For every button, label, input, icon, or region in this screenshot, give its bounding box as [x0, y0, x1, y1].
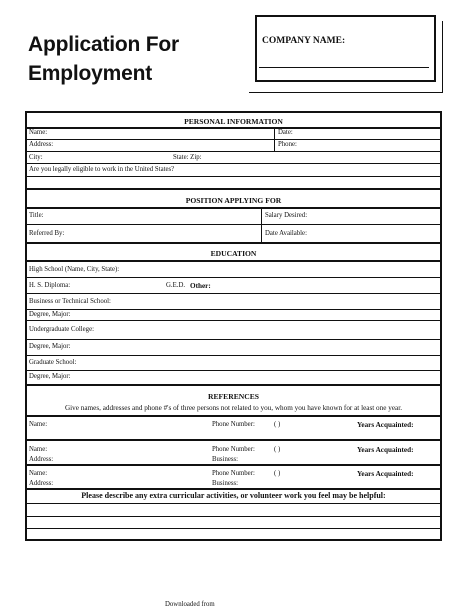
company-name-field[interactable] — [259, 67, 429, 68]
referred-label: Referred By: — [29, 230, 65, 237]
date-available-label: Date Available: — [265, 230, 307, 237]
divider — [25, 370, 442, 371]
divider — [25, 127, 442, 129]
other-label: Other: — [190, 282, 211, 290]
divider — [25, 503, 442, 504]
divider — [25, 309, 442, 310]
ref2-name-label: Name: — [29, 446, 48, 453]
state-zip-label: State: Zip: — [173, 154, 202, 161]
divider — [25, 163, 442, 164]
divider — [25, 464, 442, 466]
degree-major-label-1: Degree, Major: — [29, 311, 71, 318]
ref3-business-label: Business: — [212, 480, 239, 487]
personal-info-heading: PERSONAL INFORMATION — [184, 117, 283, 126]
position-title-label: Title: — [29, 212, 44, 219]
divider — [25, 339, 442, 340]
extracurricular-line[interactable] — [25, 516, 442, 517]
degree-major-label-2: Degree, Major: — [29, 343, 71, 350]
divider — [25, 320, 442, 321]
extracurricular-line[interactable] — [25, 528, 442, 529]
ref3-phone-parens: ( ) — [274, 470, 281, 477]
undergrad-label: Undergraduate College: — [29, 326, 94, 333]
divider — [25, 207, 442, 209]
divider — [274, 128, 275, 151]
ref2-phone-parens: ( ) — [274, 446, 281, 453]
salary-label: Salary Desired: — [265, 212, 308, 219]
divider — [25, 439, 442, 441]
eligible-label: Are you legally eligible to work in the United States? — [29, 166, 175, 173]
divider — [261, 208, 262, 242]
divider — [25, 488, 442, 490]
ref3-years-label: Years Acquainted: — [357, 470, 414, 478]
company-name-box — [255, 15, 436, 82]
company-name-label: COMPANY NAME: — [262, 36, 346, 46]
degree-major-label-3: Degree, Major: — [29, 373, 71, 380]
phone-label: Phone: — [278, 141, 297, 148]
divider — [25, 224, 442, 225]
divider — [25, 384, 442, 386]
divider — [25, 277, 442, 278]
downloaded-from-text: Downloaded from — [165, 601, 215, 608]
business-school-label: Business or Technical School: — [29, 298, 111, 305]
address-label: Address: — [29, 141, 54, 148]
ref2-business-label: Business: — [212, 456, 239, 463]
references-heading: REFERENCES — [207, 392, 260, 401]
divider — [25, 151, 442, 152]
date-label: Date: — [278, 129, 293, 136]
ged-label: G.E.D. — [166, 282, 186, 289]
form-title-line1: Application For — [28, 33, 179, 56]
ref1-name-label: Name: — [29, 421, 48, 428]
ref1-phone-label: Phone Number: — [212, 421, 255, 428]
divider — [25, 188, 442, 190]
references-note: Give names, addresses and phone #'s of three persons not related to you, whom you have known for at least one year. — [64, 404, 403, 412]
ref1-years-label: Years Acquainted: — [357, 421, 414, 429]
high-school-label: High School (Name, City, State): — [29, 266, 120, 273]
divider — [25, 242, 442, 244]
grad-school-label: Graduate School: — [29, 359, 77, 366]
divider — [25, 415, 442, 417]
form-title-line2: Employment — [28, 62, 153, 85]
city-label: City: — [29, 154, 43, 161]
education-heading: EDUCATION — [210, 249, 257, 258]
divider — [25, 139, 442, 140]
divider — [25, 176, 442, 177]
ref3-name-label: Name: — [29, 470, 48, 477]
divider — [25, 293, 442, 294]
ref3-address-label: Address: — [29, 480, 54, 487]
divider — [25, 355, 442, 356]
ref2-address-label: Address: — [29, 456, 54, 463]
divider — [25, 260, 442, 262]
position-heading: POSITION APPLYING FOR — [185, 196, 282, 205]
ref2-years-label: Years Acquainted: — [357, 446, 414, 454]
name-label: Name: — [29, 129, 48, 136]
ref1-phone-parens: ( ) — [274, 421, 281, 428]
ref2-phone-label: Phone Number: — [212, 446, 255, 453]
ref3-phone-label: Phone Number: — [212, 470, 255, 477]
hs-diploma-label: H. S. Diploma: — [29, 282, 71, 289]
extracurricular-prompt: Please describe any extra curricular activities, or volunteer work you feel may be helpful: — [81, 491, 386, 500]
